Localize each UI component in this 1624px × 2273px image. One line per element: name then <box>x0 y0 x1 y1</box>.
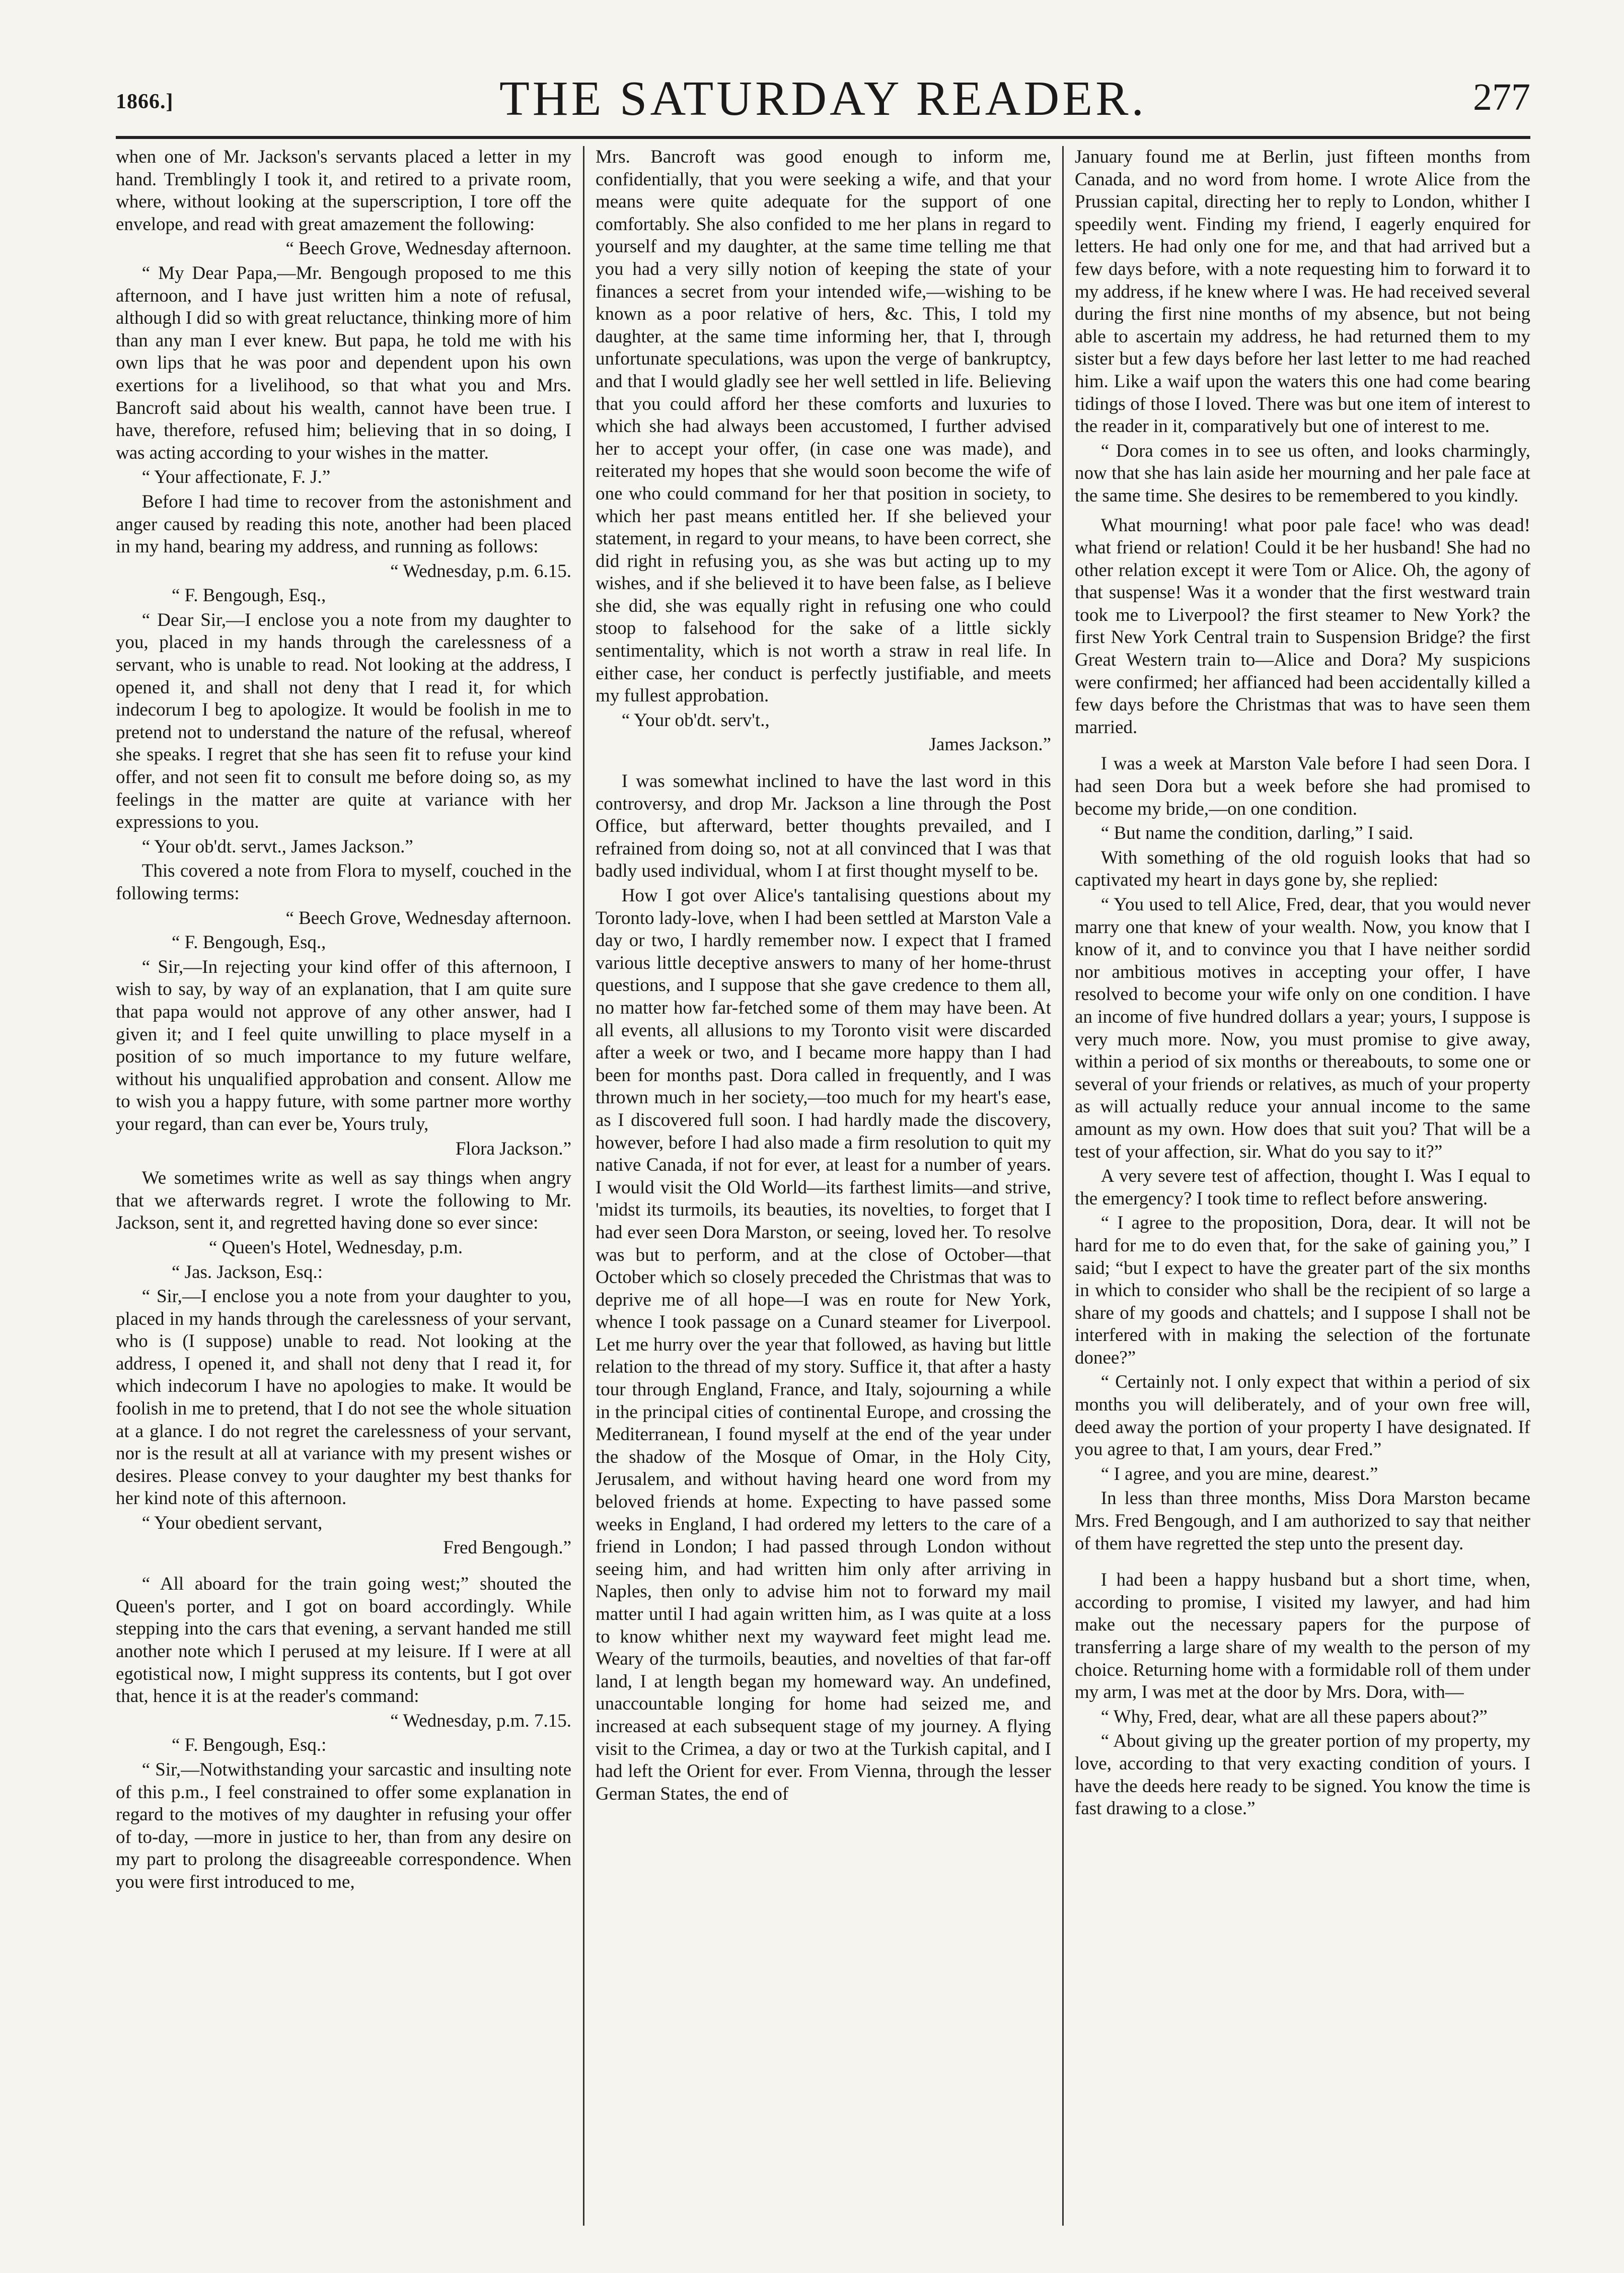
paragraph: Flora Jackson.” <box>455 1138 571 1159</box>
paragraph: “ But name the condition, darling,” I said. <box>1100 823 1414 844</box>
paragraph: I was somewhat inclined to have the last word in this controversy, and drop Mr. Jackson a line through the Post Office, but afterward, better thoughts prevailed, and I refrained from doing so, not at all convinced that I was that badly used individual, whom I at first thought myself to be. <box>596 771 1051 882</box>
paragraph: “ I agree to the proposition, Dora, dear. It will not be hard for me to do even that, for the sake of gaining you,” I said; “but I expect to have the greater part of the six months in which to consider who shall be the recipient of so large a share of my goods and chattels; and I suppose I shall not be interfered with in making the selection of the fortunate donee?” <box>1075 1213 1530 1368</box>
paragraph: I had been a happy husband but a short time, when, according to promise, I visited my lawyer, and had him make out the necessary papers for the purpose of transferring a large share of my wealth to the person of my choice. Returning home with a formidable roll of them under my arm, I was met at the door by Mrs. Dora, with— <box>1075 1570 1530 1703</box>
paragraph: Before I had time to recover from the astonishment and anger caused by reading this note, another had been placed in my hand, bearing my address, and running as follows: <box>116 491 571 557</box>
paragraph: “ Sir,—Notwithstanding your sarcastic and insulting note of this p.m., I feel constrained to offer some explanation in regard to the motives of my daughter in refusing your offer of to-day, —more in justice to her, than from any desire on my part to prolong the disagreeable correspondence. When you were first introduced to me, <box>116 1759 571 1892</box>
header-year: 1866.] <box>116 90 174 113</box>
paragraph: when one of Mr. Jackson's servants placed a letter in my hand. Tremblingly I took it, and retired to a private room, where, without looking at the superscription, I tore off the envelope, and read with great amazement the following: <box>116 147 571 235</box>
paragraph: How I got over Alice's tantalising questions about my Toronto lady-love, when I had been settled at Marston Vale a day or two, I hardly remember now. I expect that I framed various little deceptive answers to many of her home-thrust questions, and I suppose that she gave credence to them all, no matter how far-fetched some of them may have been. At all events, all allusions to my Toronto visit were discarded after a week or two, and I became more happy than I had been for months past. Dora called in frequently, and I was thrown much in her society,—too much for my heart's ease, as I discovered full soon. I had hardly made the discovery, however, before I had also made a firm resolution to quit my native Canada, if not for ever, at least for a number of years. I would visit the Old World—its farthest limits—and strive, 'midst its turmoils, its beauties, its novelties, to forget that I had ever seen Dora Marston, or seeing, loved her. To resolve was but to perform, and at the close of October—that October which so closely preceded the Christmas that was to deprive me of all hope—I was en route for New York, whence I took passage on a Cunard steamer for Liverpool. Let me hurry over the year that followed, as having but little relation to the thread of my story. Suffice it, that after a hasty tour through England, France, and Italy, sojourning a while in the principal cities of continental Europe, and crossing the Mediterranean, I found myself at the end of the year under the shadow of the Mosque of Omar, in the Holy City, Jerusalem, and without having heard one word from my beloved friends at home. Expecting to have passed some weeks in England, I had ordered my letters to the care of a friend in London; I had passed through London without seeing him, and had written him only after arriving in Naples, then only to advise him not to forward my mail matter until I had again written him, as I was quite at a loss to know whither next my wayward feet might lead me. Weary of the turmoils, beauties, and novelties of that far-off land, I at length began my homeward way. An undefined, unaccountable longing for home had seized me, and increased at each subsequent stage of my journey. A flying visit to the Crimea, a day or two at the Turkish capital, and I had left the Orient for ever. From Vienna, through the lesser German States, the end of <box>596 885 1051 1804</box>
paragraph: “ Your ob'dt. servt., James Jackson.” <box>141 836 413 857</box>
paragraph: “ Your ob'dt. serv't., <box>621 709 770 731</box>
paragraph: “ Beech Grove, Wednesday afternoon. <box>285 238 571 259</box>
paragraph: “ Beech Grove, Wednesday afternoon. <box>285 907 571 929</box>
paragraph: I was a week at Marston Vale before I had seen Dora. I had seen Dora but a week before she had promised to become my bride,—on one condition. <box>1075 753 1530 819</box>
paragraph: “ F. Bengough, Esq., <box>172 585 326 606</box>
paragraph: “ Queen's Hotel, Wednesday, p.m. <box>209 1237 463 1258</box>
text-column-2 <box>596 146 1051 2226</box>
paragraph: We sometimes write as well as say things when angry that we afterwards regret. I wrote the following to Mr. Jackson, sent it, and regretted having done so ever since: <box>116 1168 571 1234</box>
column-divider-1 <box>583 146 584 2226</box>
paragraph: What mourning! what poor pale face! who was dead! what friend or relation! Could it be her husband! She had no other relation except it were Tom or Alice. Oh, the agony of that suspense! Was it a wonder that the first westward train took me to Liverpool? the first steamer to New York? the first New York Central train to Suspension Bridge? the first Great Western train to—Alice and Dora? My suspicions were confirmed; her affianced had been accidentally killed a few days before the Christmas that was to have seen them married. <box>1075 515 1530 738</box>
paragraph: “ Dora comes in to see us often, and looks charmingly, now that she has lain aside her mourning and her pale face at the same time. She desires to be remembered to you kindly. <box>1075 440 1530 506</box>
column-divider-2 <box>1062 146 1064 2226</box>
paragraph: “ Jas. Jackson, Esq.: <box>172 1261 323 1283</box>
paragraph: “ Certainly not. I only expect that within a period of six months you will deliberately, and of your own free will, deed away the portion of your property I have designated. If you agree to that, I am yours, dear Fred.” <box>1075 1372 1530 1460</box>
paragraph: “ Sir,—In rejecting your kind offer of this afternoon, I wish to say, by way of an explanation, that I am quite sure that papa would not approve of any other answer, had I given it; and I feel quite unwilling to place myself in a position of so much importance to my future welfare, without his unqualified approbation and consent. Allow me to wish you a happy future, with some partner more worthy your regard, than can ever be, Yours truly, <box>116 956 571 1134</box>
paragraph: Mrs. Bancroft was good enough to inform me, confidentially, that you were seeking a wife, and that your means were quite adequate for the support of one comfortably. She also confided to me her plans in regard to yourself and my daughter, at the same time telling me that you had a very silly notion of keeping the state of your finances a secret from your intended wife,—wishing to be known as a poor relative of hers, &c. This, I told my daughter, at the same time informing her, that I, through unfortunate speculations, was upon the verge of bankruptcy, and that I would gladly see her well settled in life. Believing that you could afford her these comforts and luxuries to which she had always been accustomed, I further advised her to accept your offer, (in case one was made), and reiterated my hopes that she would soon become the wife of one who could command for her that position in society, to which her past means entitled her. If she believed your statement, in regard to your means, to have been correct, she did right in refusing you, as she was but acting up to my wishes, and if she believed it to have been false, as I believe she did, she was equally right in refusing one who could stoop to falsehood for the sake of a little sickly sentimentality, which is not worth a straw in real life. In either case, her conduct is perfectly justifiable, and meets my fullest approbation. <box>596 147 1051 706</box>
paragraph: With something of the old roguish looks that had so captivated my heart in days gone by, she replied: <box>1075 847 1530 891</box>
header-rule <box>116 136 1530 139</box>
paragraph: In less than three months, Miss Dora Marston became Mrs. Fred Bengough, and I am authorized to say that neither of them have regretted the step unto the present day. <box>1075 1488 1530 1554</box>
paragraph: “ Wednesday, p.m. 6.15. <box>390 560 571 582</box>
paragraph: “ You used to tell Alice, Fred, dear, that you would never marry one that knew of your wealth. Now, you know that I know of it, and to convince you that I have neither sordid nor ambitious motives in accepting your offer, I have resolved to become your wife only on one condition. I have an income of five hundred dollars a year; yours, I suppose is very much more. Now, you must promise to give away, within a period of six months or thereabouts, to some one or several of your friends or relatives, as much of your property as will actually reduce your annual income to the same amount as my own. How does that suit you? That will be a test of your affection, sir. What do you say to it?” <box>1075 894 1530 1162</box>
paragraph: A very severe test of affection, thought I. Was I equal to the emergency? I took time to reflect before answering. <box>1075 1166 1530 1209</box>
paragraph: “ Why, Fred, dear, what are all these papers about?” <box>1100 1706 1488 1727</box>
text-column-1 <box>116 146 571 2226</box>
paragraph: “ Dear Sir,—I enclose you a note from my daughter to you, placed in my hands through the carelessness of a servant, who is unable to read. Not looking at the address, I opened it, and shall not deny that I read it, for which indecorum I beg to apologize. It would be foolish in me to pretend not to understand the nature of the refusal, whereof she speaks. I regret that she has seen fit to refuse your kind offer, and not seen fit to consult me before doing so, as my feelings in the matter are quite at variance with her expressions to you. <box>116 609 571 833</box>
paragraph: “ F. Bengough, Esq.: <box>172 1735 327 1756</box>
paragraph: “ I agree, and you are mine, dearest.” <box>1100 1463 1378 1484</box>
paragraph: “ Your affectionate, F. J.” <box>141 467 331 488</box>
paragraph: Fred Bengough.” <box>443 1537 571 1558</box>
paragraph: James Jackson.” <box>929 734 1051 755</box>
page-number: 277 <box>1473 76 1530 118</box>
text-column-3 <box>1075 146 1530 2226</box>
header-title: THE SATURDAY READER. <box>499 72 1147 126</box>
paragraph: This covered a note from Flora to myself, couched in the following terms: <box>116 861 571 904</box>
paragraph: “ About giving up the greater portion of my property, my love, according to that very exacting condition of yours. I have the deeds here ready to be signed. You know the time is fast drawing to a close.” <box>1075 1731 1530 1819</box>
paragraph: “ F. Bengough, Esq., <box>172 932 326 953</box>
paragraph: “ Your obedient servant, <box>141 1513 323 1534</box>
running-header <box>116 70 1530 136</box>
paragraph: “ Sir,—I enclose you a note from your daughter to you, placed in my hands through the carelessness of your servant, who is (I suppose) unable to read. Not looking at the address, I opened it, and shall not deny that I read it, for which indecorum I have no apologies to make. It would be foolish in me to pretend, that I do not see the whole situation at a glance. I do not regret the carelessness of your servant, nor is the result at all at variance with my present wishes or desires. Please convey to your daughter my best thanks for her kind note of this afternoon. <box>116 1286 571 1509</box>
paragraph: “ My Dear Papa,—Mr. Bengough proposed to me this afternoon, and I have just written him a note of refusal, although I did so with great reluctance, thinking more of him than any man I ever knew. But papa, he told me with his own lips that he was poor and dependent upon his own exertions for a livelihood, so that what you and Mrs. Bancroft said about his wealth, cannot have been true. I have, therefore, refused him; believing that in so doing, I was acting according to your wishes in the matter. <box>116 262 571 463</box>
paragraph: “ All aboard for the train going west;” shouted the Queen's porter, and I got on board accordingly. While stepping into the cars that evening, a servant handed me still another note which I perused at my leisure. If I were at all egotistical now, I might suppress its contents, but I got over that, hence it is at the reader's command: <box>116 1574 571 1707</box>
paragraph: “ Wednesday, p.m. 7.15. <box>390 1710 571 1731</box>
paragraph: January found me at Berlin, just fifteen months from Canada, and no word from home. I wrote Alice from the Prussian capital, directing her to reply to London, whither I speedily went. Finding my friend, I eagerly enquired for letters. He had only one for me, and that had arrived but a few days before, with a note requesting him to forward it to my address, if he knew where I was. He had received several during the first nine months of my absence, but not being able to ascertain my address, he had returned them to my sister but a few days before her last letter to me had reached him. Like a waif upon the waters this one had come bearing tidings of those I loved. There was but one item of interest to the reader in it, comparatively but one of interest to me. <box>1075 147 1530 437</box>
